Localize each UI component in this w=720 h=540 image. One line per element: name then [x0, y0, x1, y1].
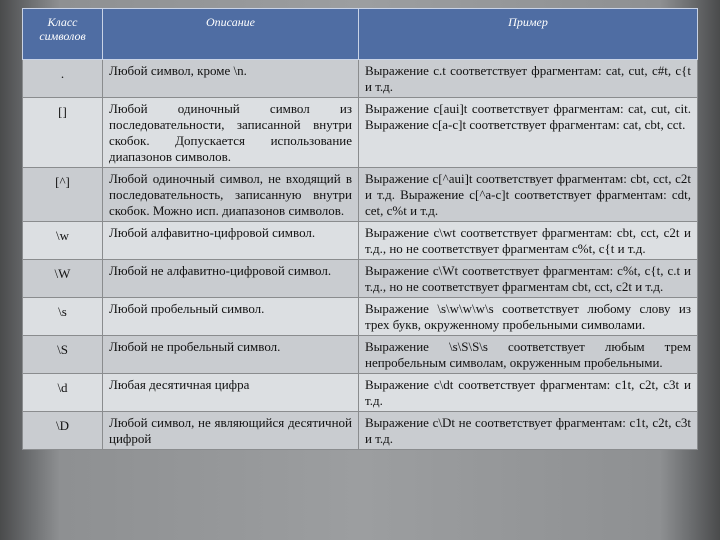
table-row — [23, 60, 698, 98]
table-header-row — [23, 9, 698, 60]
example-cell: Выражение c\dt соответствует фрагментам: c1t, c2t, c3t и т.д. — [359, 374, 698, 412]
description-cell: Любой одиночный символ из последовательности, записанной внутри скобок. Допускается использование диапазонов символов. — [103, 98, 359, 168]
table-row — [23, 98, 698, 168]
table-row — [23, 298, 698, 336]
example-cell: Выражение \s\w\w\w\s соответствует любому слову из трех букв, окруженному пробельными символами. — [359, 298, 698, 336]
table-row — [23, 168, 698, 222]
description-cell: Любой не пробельный символ. — [103, 336, 359, 374]
header-class: Класс символов — [23, 9, 103, 60]
header-example: Пример — [359, 9, 698, 60]
description-cell: Любой пробельный символ. — [103, 298, 359, 336]
table-row — [23, 374, 698, 412]
symbol-cell: \d — [23, 374, 103, 412]
regex-table — [22, 8, 698, 450]
description-cell: Любая десятичная цифра — [103, 374, 359, 412]
example-cell: Выражение c\Wt соответствует фрагментам: c%t, c{t, c.t и т.д., но не соответствует фрагментам cbt, cct, c2t и т.д. — [359, 260, 698, 298]
symbol-cell: \S — [23, 336, 103, 374]
symbol-cell: \W — [23, 260, 103, 298]
symbol-cell: . — [23, 60, 103, 98]
example-cell: Выражение \s\S\S\s соответствует любым трем непробельным символам, окруженным пробельными. — [359, 336, 698, 374]
description-cell: Любой алфавитно-цифровой символ. — [103, 222, 359, 260]
symbol-cell: \w — [23, 222, 103, 260]
table-row — [23, 336, 698, 374]
table-row — [23, 222, 698, 260]
description-cell: Любой символ, не являющийся десятичной цифрой — [103, 412, 359, 450]
table-row — [23, 260, 698, 298]
example-cell: Выражение c\Dt не соответствует фрагментам: c1t, c2t, c3t и т.д. — [359, 412, 698, 450]
example-cell: Выражение c[^aui]t соответствует фрагментам: cbt, cct, c2t и т.д. Выражение c[^a-c]t соответствует фрагментам: cdt, cet, c%t и т.д. — [359, 168, 698, 222]
description-cell: Любой одиночный символ, не входящий в последовательность, записанную внутри скобок. Можно исп. диапазонов символов. — [103, 168, 359, 222]
example-cell: Выражение c.t соответствует фрагментам: cat, cut, c#t, c{t и т.д. — [359, 60, 698, 98]
symbol-cell: [] — [23, 98, 103, 168]
symbol-cell: [^] — [23, 168, 103, 222]
table-row — [23, 412, 698, 450]
symbol-cell: \D — [23, 412, 103, 450]
example-cell: Выражение c[aui]t соответствует фрагментам: cat, cut, cit. Выражение c[a-c]t соответствует фрагментам: cat, cbt, cct. — [359, 98, 698, 168]
symbol-cell: \s — [23, 298, 103, 336]
description-cell: Любой символ, кроме \n. — [103, 60, 359, 98]
example-cell: Выражение c\wt соответствует фрагментам: cbt, cct, c2t и т.д., но не соответствует фрагментам c%t, c{t и т.д. — [359, 222, 698, 260]
header-description: Описание — [103, 9, 359, 60]
description-cell: Любой не алфавитно-цифровой символ. — [103, 260, 359, 298]
